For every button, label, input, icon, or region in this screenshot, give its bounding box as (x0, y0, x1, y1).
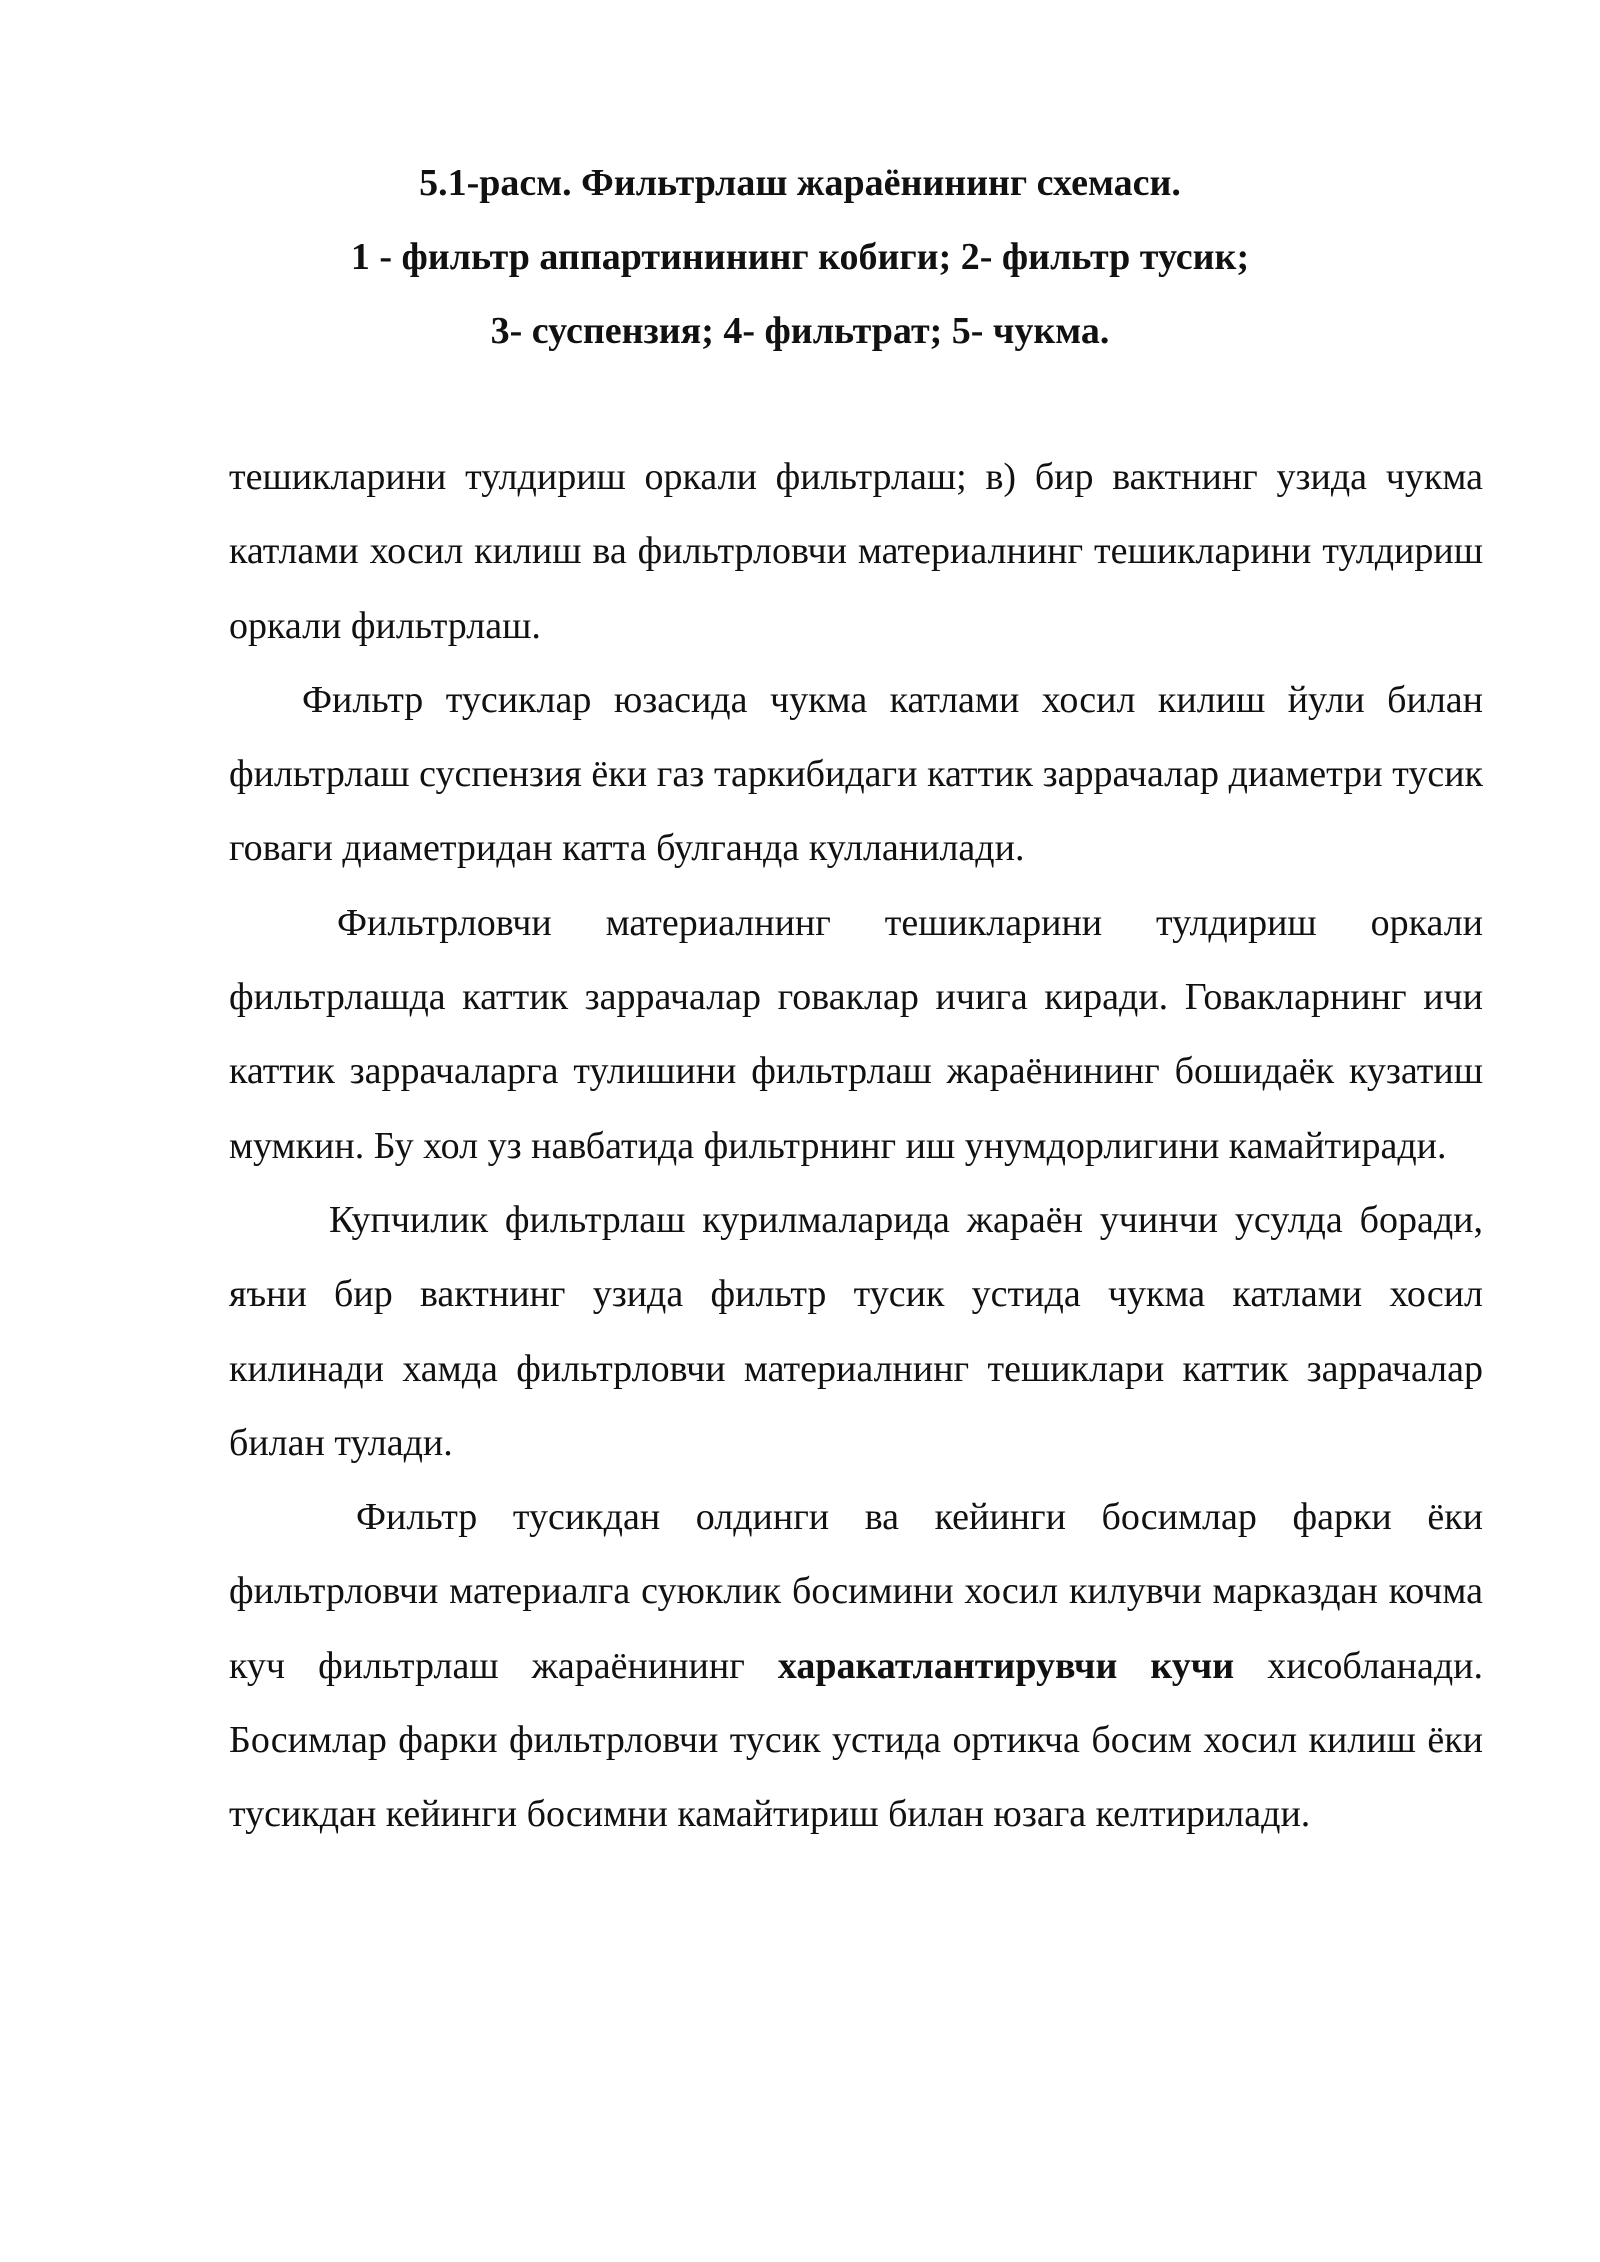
paragraph-1: тешикларини тулдириш оркали фильтрлаш; в) бир вактнинг узида чукма катлами хосил килиш ва фильтрловчи материалнинг тешикларини тулдириш оркали фильтрлаш. (229, 456, 1483, 647)
paragraph-5 (229, 1480, 1483, 1851)
caption-legend-line-1: 1 - фильтр аппартинининг кобиги; 2- фильтр тусик; (350, 236, 1250, 278)
paragraph-3: Фильтрловчи материалнинг тешикларини тулдириш оркали фильтрлашда каттик заррачалар говаклар ичига киради. Говакларнинг ичи каттик заррачаларга тулишини фильтрлаш жараёнининг бошидаёк кузатиш мумкин. Бу хол уз навбатида фильтрнинг иш унумдорлигини камайтиради. (229, 901, 1483, 1167)
caption-title: 5.1-расм. Фильтрлаш жараёнининг схемаси. (419, 162, 1181, 204)
figure-caption (0, 146, 1600, 368)
paragraph-5-bold-term: харакатлантирувчи кучи (777, 1644, 1235, 1687)
paragraph-2: Фильтр тусиклар юзасида чукма катлами хосил килиш йули билан фильтрлаш суспензия ёки газ таркибидаги каттик заррачалар диаметри тусик говаги диаметридан катта булганда кулланилади. (229, 678, 1483, 870)
body-text (229, 440, 1483, 1852)
paragraph-4: Купчилик фильтрлаш курилмаларида жараён учинчи усулда боради, яъни бир вактнинг узида фильтр тусик устида чукма катлами хосил килинади хамда фильтрловчи материалнинг тешиклари каттик заррачалар билан тулади. (229, 1198, 1483, 1464)
paragraph-5-text-start: Фильтр тусикдан олдинги ва кейинги босимлар фарки ёки фильтрловчи материалга суюклик босимини хосил килувчи марказдан кочма куч фильтрлаш жараёнининг (229, 1496, 1483, 1687)
paragraph-5-text-end: хисобланади. Босимлар фарки фильтрловчи тусик устида ортикча босим хосил килиш ёки тусикдан кейинги босимни камайтириш билан юзага келтирилади. (229, 1644, 1483, 1836)
caption-legend-line-2: 3- суспензия; 4- фильтрат; 5- чукма. (490, 310, 1110, 352)
